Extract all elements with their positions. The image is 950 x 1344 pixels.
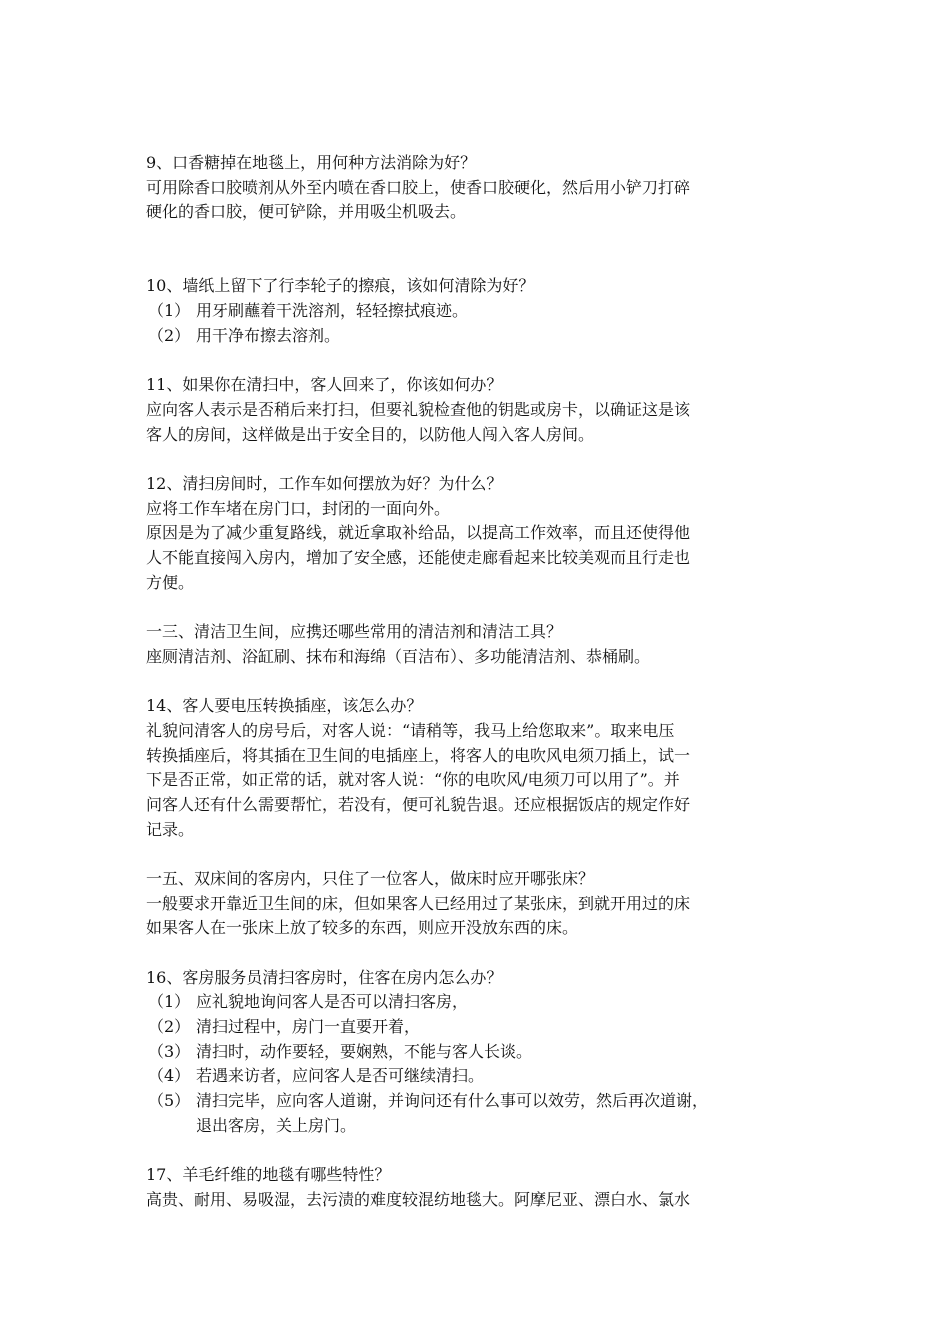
answer-11-line-1: 应向客人表示是否稍后来打扫，但要礼貌检查他的钥匙或房卡，以确证这是该	[146, 399, 691, 419]
answer-17-line-1: 高贵、耐用、易吸湿，去污渍的难度较混纺地毯大。阿摩尼亚、漂白水、氯水	[146, 1189, 691, 1209]
answer-15-line-2: 如果客人在一张床上放了较多的东西，则应开没放东西的床。	[146, 918, 579, 938]
list-text: 清扫过程中，房门一直要开着，	[196, 1017, 421, 1037]
spacer	[146, 595, 826, 620]
question-13: 一三、清洁卫生间，应携还哪些常用的清洁剂和清洁工具？	[146, 622, 563, 642]
answer-12-line-4: 方便。	[146, 572, 195, 592]
answer-14-line-1: 礼貌问清客人的房号后，对客人说：“请稍等，我马上给您取来”。取来电压	[146, 720, 675, 740]
list-number: （2）	[148, 1017, 191, 1037]
spacer	[146, 669, 826, 694]
question-10: 10、墙纸上留下了行李轮子的擦痕，该如何清除为好？	[146, 276, 535, 296]
list-text: 应礼貌地询问客人是否可以清扫客房，	[196, 992, 469, 1012]
answer-12-line-1: 应将工作车堵在房门口，封闭的一面向外。	[146, 498, 451, 518]
list-item	[146, 324, 826, 349]
list-item	[146, 299, 826, 324]
question-17: 17、羊毛纤维的地毯有哪些特性？	[146, 1165, 391, 1185]
list-number: （1）	[148, 301, 191, 321]
list-number: （1）	[148, 992, 191, 1012]
spacer	[146, 842, 826, 867]
spacer	[146, 1139, 826, 1164]
list-number: （3）	[148, 1041, 191, 1061]
question-14: 14、客人要电压转换插座，该怎么办？	[146, 696, 423, 716]
answer-13-line-1: 座厕清洁剂、浴缸刷、抹布和海绵（百洁布）、多功能清洁剂、恭桶刷。	[146, 646, 651, 666]
list-item	[146, 990, 826, 1015]
list-number: （2）	[148, 325, 191, 345]
list-number: （5）	[148, 1091, 191, 1111]
spacer	[146, 349, 826, 374]
list-item-continuation: 退出客房，关上房门。	[196, 1115, 357, 1135]
list-item	[146, 1015, 826, 1040]
document-body	[146, 151, 826, 1213]
answer-9-line-1: 可用除香口胶喷剂从外至内喷在香口胶上，使香口胶硬化，然后用小铲刀打碎	[146, 177, 691, 197]
answer-14-line-2: 转换插座后，将其插在卫生间的电插座上，将客人的电吹风电须刀插上，试一	[146, 745, 691, 765]
answer-11-line-2: 客人的房间，这样做是出于安全目的，以防他人闯入客人房间。	[146, 424, 595, 444]
answer-9-line-2: 硬化的香口胶，便可铲除，并用吸尘机吸去。	[146, 202, 467, 222]
list-text: 用干净布擦去溶剂。	[196, 325, 341, 345]
answer-14-line-5: 记录。	[146, 819, 195, 839]
answer-15-line-1: 一般要求开靠近卫生间的床，但如果客人已经用过了某张床，到就开用过的床	[146, 893, 691, 913]
answer-12-line-3: 人不能直接闯入房内，增加了安全感，还能使走廊看起来比较美观而且行走也	[146, 548, 691, 568]
question-12: 12、清扫房间时，工作车如何摆放为好？为什么？	[146, 473, 503, 493]
list-text: 清扫完毕，应向客人道谢，并询问还有什么事可以效劳，然后再次道谢，	[196, 1091, 709, 1111]
answer-14-line-4: 问客人还有什么需要帮忙，若没有，便可礼貌告退。还应根据饭店的规定作好	[146, 794, 691, 814]
question-11: 11、如果你在清扫中，客人回来了，你该如何办？	[146, 375, 503, 395]
answer-14-line-3: 下是否正常，如正常的话，就对客人说：“你的电吹风/电须刀可以用了”。并	[146, 770, 680, 790]
list-item	[146, 1064, 826, 1089]
question-16: 16、客房服务员清扫客房时，住客在房内怎么办？	[146, 967, 503, 987]
answer-12-line-2: 原因是为了减少重复路线，就近拿取补给品，以提高工作效率，而且还使得他	[146, 523, 691, 543]
list-item	[146, 1089, 826, 1114]
question-9: 9、口香糖掉在地毯上，用何种方法消除为好？	[146, 153, 477, 172]
list-text: 若遇来访者，应问客人是否可继续清扫。	[196, 1066, 485, 1086]
spacer	[146, 447, 826, 472]
list-text: 清扫时，动作要轻，要娴熟，不能与客人长谈。	[196, 1041, 533, 1061]
spacer	[146, 225, 826, 274]
list-item	[146, 1040, 826, 1065]
list-number: （4）	[148, 1066, 191, 1086]
question-15: 一五、双床间的客房内，只住了一位客人，做床时应开哪张床？	[146, 868, 595, 888]
list-text: 用牙刷蘸着干洗溶剂，轻轻擦拭痕迹。	[196, 301, 469, 321]
spacer	[146, 941, 826, 966]
